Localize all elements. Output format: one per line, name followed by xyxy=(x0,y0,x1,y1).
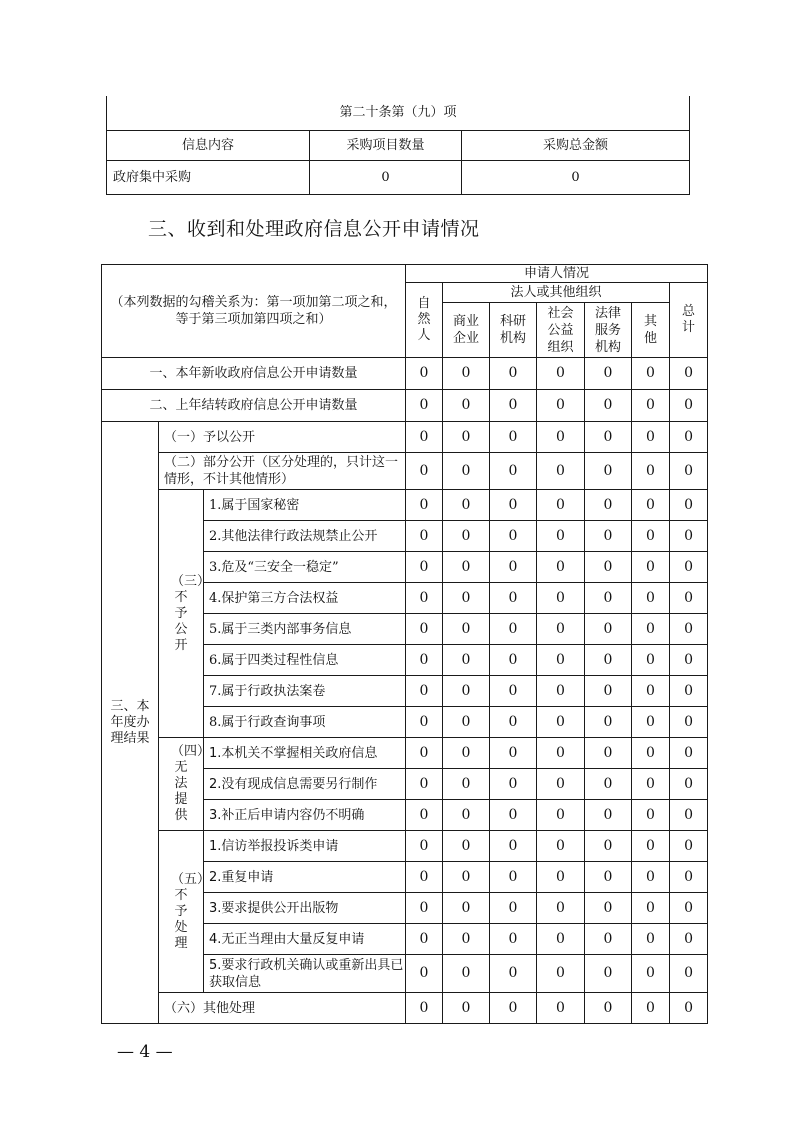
cell-value: 0 xyxy=(490,707,537,738)
cell-value: 0 xyxy=(585,422,632,453)
cell-value: 0 xyxy=(490,453,537,490)
cell-value: 0 xyxy=(632,738,670,769)
applicant-header: 申请人情况 xyxy=(406,265,708,283)
cell-value: 0 xyxy=(537,676,585,707)
cell-value: 0 xyxy=(632,390,670,422)
cell-value: 0 xyxy=(537,831,585,862)
cell-value: 0 xyxy=(490,521,537,552)
cell-value: 0 xyxy=(537,614,585,645)
cell-value: 0 xyxy=(406,390,443,422)
cell-value: 0 xyxy=(406,769,443,800)
cell-value: 0 xyxy=(537,490,585,521)
row-label: 6.属于四类过程性信息 xyxy=(204,645,406,676)
legal-person-header: 法人或其他组织 xyxy=(443,283,670,303)
row-label: （一）予以公开 xyxy=(159,422,406,453)
section-heading: 三、收到和处理政府信息公开申请情况 xyxy=(148,218,480,240)
group-not-processed: （五）不予处理 xyxy=(159,831,204,993)
cell-value: 0 xyxy=(537,390,585,422)
cell-value: 0 xyxy=(585,521,632,552)
cell-value: 0 xyxy=(490,645,537,676)
row-label: 5.要求行政机关确认或重新出具已获取信息 xyxy=(204,955,406,993)
header-info-content: 信息内容 xyxy=(107,130,310,160)
group-unable-to-provide: （四）无法提供 xyxy=(159,738,204,831)
cell-value: 0 xyxy=(443,800,490,831)
cell-value: 0 xyxy=(406,645,443,676)
cell-value: 0 xyxy=(406,955,443,993)
cell-value: 0 xyxy=(490,738,537,769)
cell-value: 0 xyxy=(443,521,490,552)
cell-value: 0 xyxy=(490,358,537,390)
cell-value: 0 xyxy=(585,993,632,1024)
page-number: — 4 — xyxy=(117,1042,173,1062)
cell-value: 0 xyxy=(537,707,585,738)
cell-value: 0 xyxy=(490,676,537,707)
cell-value: 0 xyxy=(670,993,708,1024)
cell-value: 0 xyxy=(406,552,443,583)
row-label: 4.保护第三方合法权益 xyxy=(204,583,406,614)
total-header: 总计 xyxy=(670,283,708,358)
cell-value: 0 xyxy=(670,422,708,453)
cell-value: 0 xyxy=(406,676,443,707)
cell-value: 0 xyxy=(632,862,670,893)
cell-value: 0 xyxy=(443,769,490,800)
cell-value: 0 xyxy=(490,800,537,831)
cell-value: 0 xyxy=(537,769,585,800)
cell-value: 0 xyxy=(632,422,670,453)
cell-value: 0 xyxy=(537,862,585,893)
cell-value: 0 xyxy=(632,769,670,800)
cell-value: 0 xyxy=(670,453,708,490)
cell-value: 0 xyxy=(406,707,443,738)
row-label: （二）部分公开（区分处理的，只计这一情形，不计其他情形） xyxy=(159,453,406,490)
row-label: 2.重复申请 xyxy=(204,862,406,893)
cell-value: 0 xyxy=(585,676,632,707)
note-cell: （本列数据的勾稽关系为：第一项加第二项之和，等于第三项加第四项之和） xyxy=(102,265,406,358)
cell-value: 0 xyxy=(406,521,443,552)
cell-value: 0 xyxy=(632,645,670,676)
cell-value: 0 xyxy=(406,583,443,614)
cell-value: 0 xyxy=(443,924,490,955)
procurement-table xyxy=(106,96,690,195)
cell-value: 0 xyxy=(670,769,708,800)
cell-value: 0 xyxy=(406,924,443,955)
sub-other: 其他 xyxy=(632,303,670,358)
cell-value: 0 xyxy=(406,490,443,521)
cell-value: 0 xyxy=(490,993,537,1024)
row-label: 3.危及“三安全一稳定” xyxy=(204,552,406,583)
cell-value: 0 xyxy=(406,453,443,490)
cell-value: 0 xyxy=(443,453,490,490)
sub-public-welfare: 社会公益组织 xyxy=(537,303,585,358)
cell-project-count: 0 xyxy=(310,160,462,194)
cell-value: 0 xyxy=(443,614,490,645)
cell-value: 0 xyxy=(490,583,537,614)
cell-value: 0 xyxy=(443,583,490,614)
cell-value: 0 xyxy=(406,738,443,769)
cell-value: 0 xyxy=(537,800,585,831)
cell-value: 0 xyxy=(585,955,632,993)
cell-value: 0 xyxy=(443,358,490,390)
row-label: 1.属于国家秘密 xyxy=(204,490,406,521)
cell-value: 0 xyxy=(537,993,585,1024)
cell-value: 0 xyxy=(406,993,443,1024)
cell-value: 0 xyxy=(632,358,670,390)
cell-value: 0 xyxy=(537,552,585,583)
sub-legal-service: 法律服务机构 xyxy=(585,303,632,358)
cell-value: 0 xyxy=(490,552,537,583)
cell-value: 0 xyxy=(406,893,443,924)
cell-value: 0 xyxy=(670,893,708,924)
cell-value: 0 xyxy=(670,738,708,769)
cell-value: 0 xyxy=(537,955,585,993)
cell-value: 0 xyxy=(585,552,632,583)
cell-value: 0 xyxy=(443,707,490,738)
cell-value: 0 xyxy=(670,552,708,583)
cell-value: 0 xyxy=(585,738,632,769)
cell-value: 0 xyxy=(670,831,708,862)
cell-value: 0 xyxy=(443,831,490,862)
cell-value: 0 xyxy=(443,955,490,993)
row-label: 一、本年新收政府信息公开申请数量 xyxy=(102,358,406,390)
cell-value: 0 xyxy=(670,676,708,707)
cell-value: 0 xyxy=(443,738,490,769)
cell-value: 0 xyxy=(670,583,708,614)
cell-value: 0 xyxy=(632,831,670,862)
cell-value: 0 xyxy=(490,955,537,993)
cell-value: 0 xyxy=(585,800,632,831)
cell-value: 0 xyxy=(670,390,708,422)
cell-value: 0 xyxy=(490,390,537,422)
row-label: （六）其他处理 xyxy=(159,993,406,1024)
sub-commercial: 商业企业 xyxy=(443,303,490,358)
cell-value: 0 xyxy=(490,422,537,453)
cell-total-amount: 0 xyxy=(462,160,690,194)
cell-value: 0 xyxy=(406,831,443,862)
cell-value: 0 xyxy=(406,862,443,893)
cell-value: 0 xyxy=(490,831,537,862)
cell-value: 0 xyxy=(443,422,490,453)
cell-value: 0 xyxy=(585,390,632,422)
cell-value: 0 xyxy=(632,800,670,831)
cell-value: 0 xyxy=(632,583,670,614)
cell-value: 0 xyxy=(632,993,670,1024)
cell-value: 0 xyxy=(443,552,490,583)
cell-value: 0 xyxy=(490,893,537,924)
cell-value: 0 xyxy=(632,614,670,645)
cell-value: 0 xyxy=(632,955,670,993)
header-project-count: 采购项目数量 xyxy=(310,130,462,160)
cell-value: 0 xyxy=(443,893,490,924)
cell-value: 0 xyxy=(632,552,670,583)
cell-value: 0 xyxy=(537,453,585,490)
cell-value: 0 xyxy=(585,614,632,645)
cell-value: 0 xyxy=(537,521,585,552)
cell-value: 0 xyxy=(585,893,632,924)
cell-value: 0 xyxy=(490,490,537,521)
cell-value: 0 xyxy=(585,707,632,738)
cell-value: 0 xyxy=(670,490,708,521)
cell-value: 0 xyxy=(585,358,632,390)
cell-value: 0 xyxy=(585,862,632,893)
cell-value: 0 xyxy=(670,800,708,831)
cell-value: 0 xyxy=(537,924,585,955)
row-label: 2.没有现成信息需要另行制作 xyxy=(204,769,406,800)
cell-value: 0 xyxy=(585,831,632,862)
cell-value: 0 xyxy=(632,893,670,924)
cell-value: 0 xyxy=(585,583,632,614)
row-label: 8.属于行政查询事项 xyxy=(204,707,406,738)
cell-value: 0 xyxy=(443,490,490,521)
group-annual-results: 三、本年度办理结果 xyxy=(102,422,159,1024)
row-label: 1.本机关不掌握相关政府信息 xyxy=(204,738,406,769)
header-total-amount: 采购总金额 xyxy=(462,130,690,160)
cell-value: 0 xyxy=(632,924,670,955)
sub-research: 科研机构 xyxy=(490,303,537,358)
natural-person-header: 自然人 xyxy=(406,283,443,358)
cell-value: 0 xyxy=(585,769,632,800)
cell-value: 0 xyxy=(537,358,585,390)
cell-value: 0 xyxy=(443,390,490,422)
cell-value: 0 xyxy=(443,645,490,676)
cell-value: 0 xyxy=(585,645,632,676)
cell-value: 0 xyxy=(632,453,670,490)
cell-value: 0 xyxy=(632,676,670,707)
cell-value: 0 xyxy=(670,645,708,676)
cell-value: 0 xyxy=(585,490,632,521)
cell-value: 0 xyxy=(537,583,585,614)
group-not-disclosed: （三）不予公开 xyxy=(159,490,204,738)
cell-value: 0 xyxy=(537,645,585,676)
cell-value: 0 xyxy=(490,924,537,955)
cell-value: 0 xyxy=(406,614,443,645)
application-table xyxy=(101,264,708,1024)
cell-value: 0 xyxy=(670,862,708,893)
cell-value: 0 xyxy=(443,993,490,1024)
cell-value: 0 xyxy=(670,358,708,390)
row-label: 3.补正后申请内容仍不明确 xyxy=(204,800,406,831)
row-label: 二、上年结转政府信息公开申请数量 xyxy=(102,390,406,422)
cell-value: 0 xyxy=(443,862,490,893)
cell-value: 0 xyxy=(490,614,537,645)
cell-value: 0 xyxy=(490,769,537,800)
cell-value: 0 xyxy=(670,955,708,993)
row-label: 7.属于行政执法案卷 xyxy=(204,676,406,707)
cell-value: 0 xyxy=(537,893,585,924)
cell-value: 0 xyxy=(490,862,537,893)
cell-value: 0 xyxy=(670,614,708,645)
cell-value: 0 xyxy=(406,358,443,390)
cell-value: 0 xyxy=(406,422,443,453)
row-label: 政府集中采购 xyxy=(107,160,310,194)
cell-value: 0 xyxy=(632,490,670,521)
cell-value: 0 xyxy=(443,676,490,707)
row-label: 3.要求提供公开出版物 xyxy=(204,893,406,924)
cell-value: 0 xyxy=(632,707,670,738)
row-label: 2.其他法律行政法规禁止公开 xyxy=(204,521,406,552)
cell-value: 0 xyxy=(670,924,708,955)
row-label: 1.信访举报投诉类申请 xyxy=(204,831,406,862)
cell-value: 0 xyxy=(632,521,670,552)
row-label: 4.无正当理由大量反复申请 xyxy=(204,924,406,955)
cell-value: 0 xyxy=(585,924,632,955)
cell-value: 0 xyxy=(406,800,443,831)
section-header: 第二十条第（九）项 xyxy=(107,96,690,130)
row-label: 5.属于三类内部事务信息 xyxy=(204,614,406,645)
cell-value: 0 xyxy=(537,422,585,453)
cell-value: 0 xyxy=(585,453,632,490)
cell-value: 0 xyxy=(670,521,708,552)
cell-value: 0 xyxy=(670,707,708,738)
cell-value: 0 xyxy=(537,738,585,769)
